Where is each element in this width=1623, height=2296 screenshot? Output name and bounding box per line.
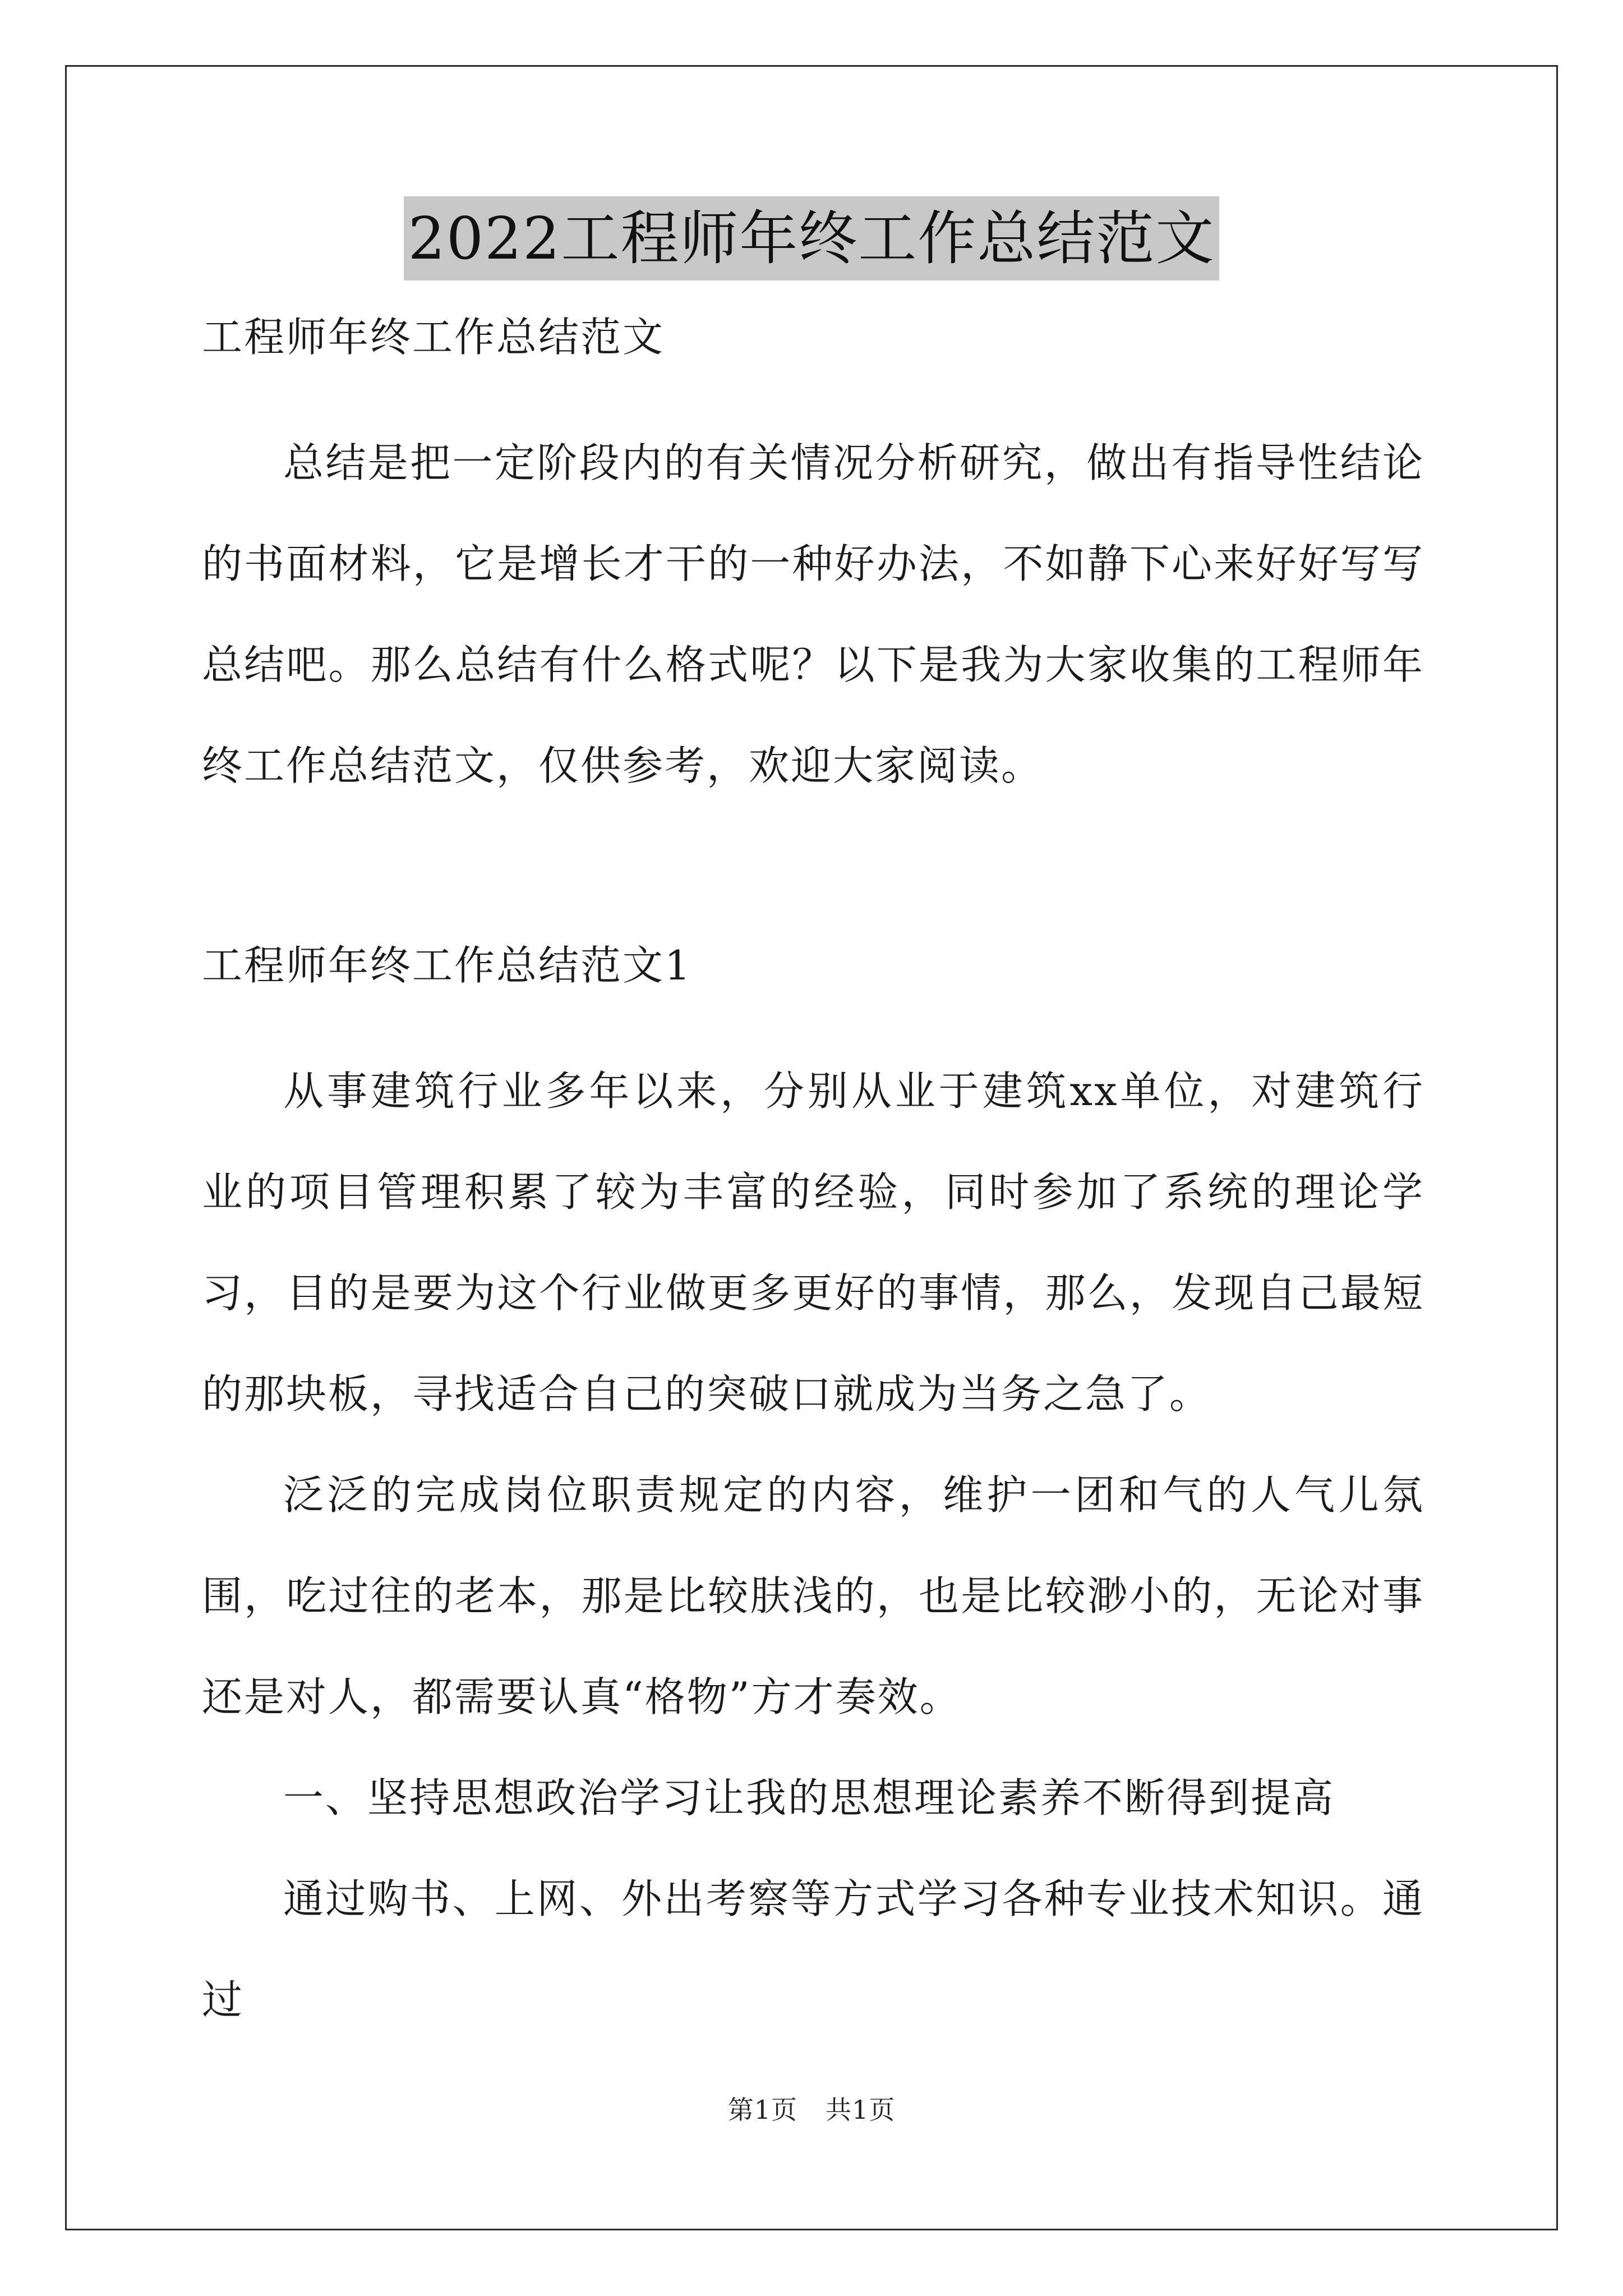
body-paragraph-2: 泛泛的完成岗位职责规定的内容，维护一团和气的人气儿氛围，吃过往的老本，那是比较肤浅的，也是比较渺小的，无论对事还是对人，都需要认真“格物”方才奏效。 [202,1471,1424,1720]
page-number: 第1页 [727,2095,797,2125]
section-heading: 工程师年终工作总结范文1 [202,942,692,989]
page-footer [0,2090,1623,2127]
document-body [202,311,1424,2050]
body-paragraph-3: 一、坚持思想政治学习让我的思想理论素养不断得到提高 [283,1774,1335,1821]
body-paragraph-4: 通过购书、上网、外出考察等方式学习各种专业技术知识。通过 [202,1875,1424,2023]
document-title: 2022工程师年终工作总结范文 [404,196,1220,280]
intro-paragraph: 总结是把一定阶段内的有关情况分析研究，做出有指导性结论的书面材料，它是增长才干的一种好办法，不如静下心来好好写写总结吧。那么总结有什么格式呢？以下是我为大家收集的工程师年终工作总结范文，仅供参考，欢迎大家阅读。 [202,439,1424,789]
page-total: 共1页 [826,2095,896,2125]
title-container [0,196,1623,280]
subtitle: 工程师年终工作总结范文 [202,314,665,361]
body-paragraph-1: 从事建筑行业多年以来，分别从业于建筑xx单位，对建筑行业的项目管理积累了较为丰富的经验，同时参加了系统的理论学习，目的是要为这个行业做更多更好的事情，那么，发现自己最短的那块板，寻找适合自己的突破口就成为当务之急了。 [202,1068,1424,1418]
section-spacer [202,816,1424,940]
